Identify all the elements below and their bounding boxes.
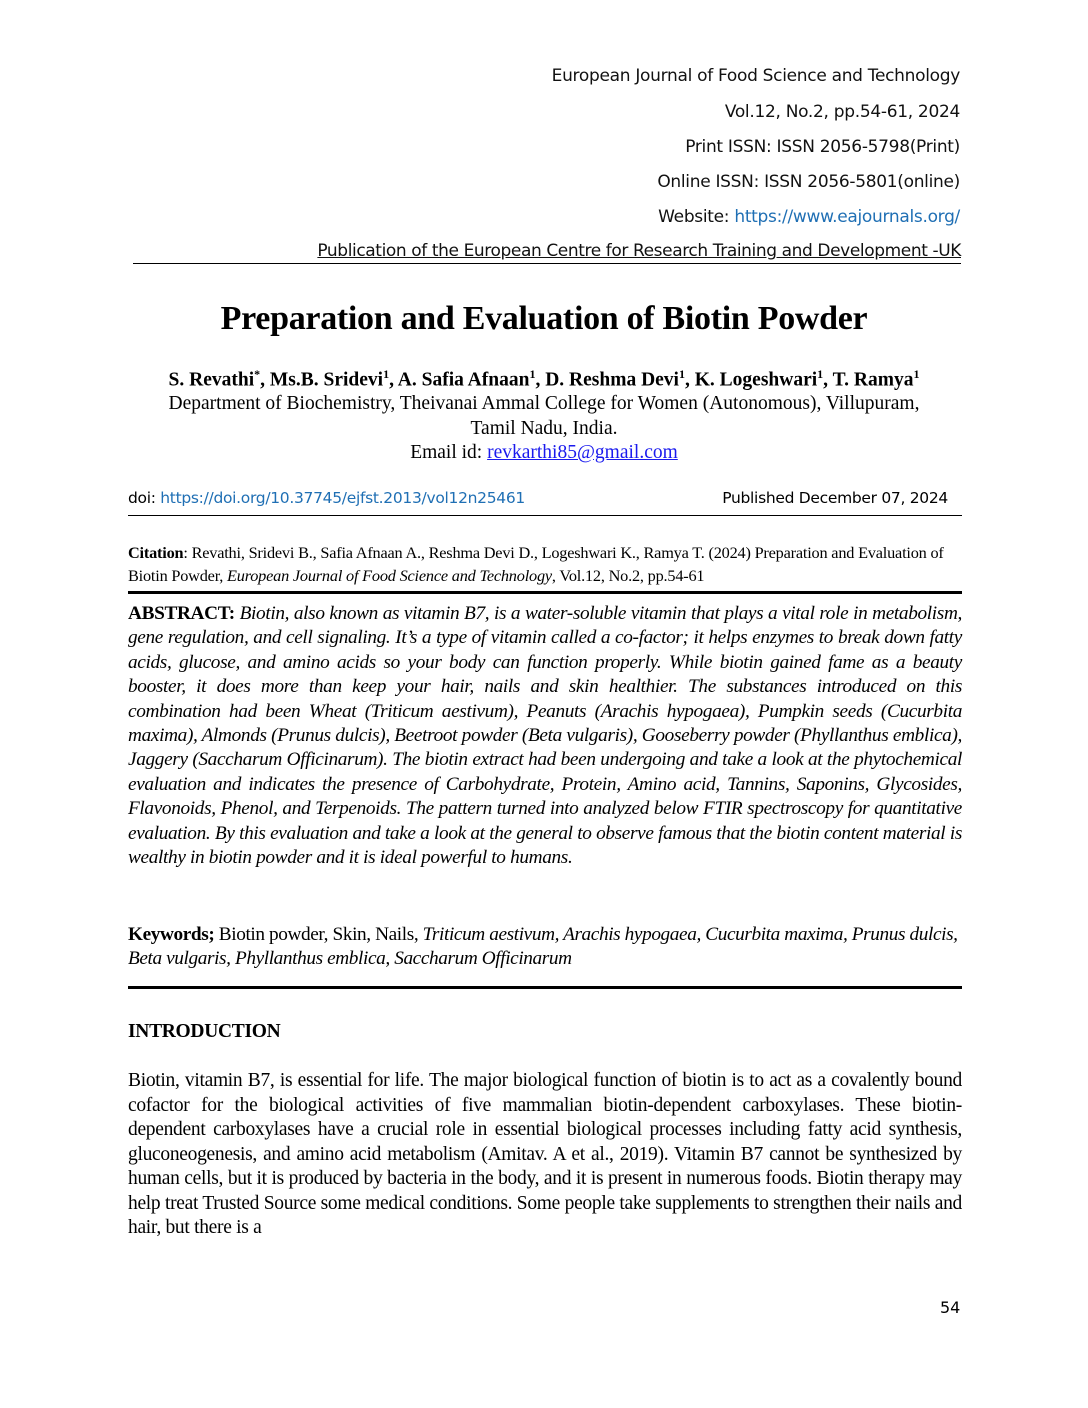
keywords-label: Keywords; [128,924,215,945]
published-date: Published December 07, 2024 [722,489,948,507]
doi-row [128,489,962,516]
author: T. Ramya [832,369,914,391]
affiliation-line-2: Tamil Nadu, India. [470,418,618,439]
email-label: Email id: [410,442,488,463]
author-mark: 1 [913,367,920,381]
author: Ms.B. Sridevi [269,369,384,391]
author: D. Reshma Devi [545,369,679,391]
keywords [128,923,962,972]
author-mark: 1 [817,367,824,381]
page-number: 54 [940,1298,961,1317]
abstract-bottom-rule [128,986,962,989]
citation-journal: European Journal of Food Science and Technology [227,566,552,585]
abstract [128,602,962,870]
doi-link[interactable]: https://doi.org/10.37745/ejfst.2013/vol12n25461 [160,489,525,507]
author-mark: 1 [383,367,390,381]
website-label: Website: [658,207,735,227]
section-heading-introduction: INTRODUCTION [128,1021,281,1042]
journal-name: European Journal of Food Science and Technology [551,66,960,86]
print-issn: Print ISSN: ISSN 2056-5798(Print) [685,137,960,157]
author-mark: 1 [678,367,685,381]
author-mark: 1 [529,367,536,381]
doi-label: doi: [128,489,161,507]
citation-text: : Revathi, Sridevi B., Safia Afnaan A., Reshma Devi D., Logeshwari K., Ramya T. (2024) Preparation and Evaluation of Biotin Powder, [128,543,944,585]
email-line [0,442,1088,464]
author-list: S. Revathi*, Ms.B. Sridevi$^1$, A. Safia Afnaan$^1$, D. Reshma Devi$^1$, K. Logeshwari$^1$, T. Ramya$^1$ [168,367,920,391]
website-link[interactable]: https://www.eajournals.org/ [734,207,960,227]
keywords-species: Triticum aestivum, Arachis hypogaea, Cucurbita maxima, Prunus dulcis, Beta vulgaris, Phyllanthus emblica, Saccharum Officinarum [128,924,958,970]
online-issn: Online ISSN: ISSN 2056-5801(online) [657,172,960,192]
author: A. Safia Afnaan [397,369,530,391]
citation [128,541,962,587]
author: S. Revathi [168,369,255,391]
author: K. Logeshwari [694,369,818,391]
paper-title: Preparation and Evaluation of Biotin Powder [220,300,868,337]
introduction-text: Biotin, vitamin B7, is essential for life. The major biological function of biotin is to act as a covalently bound cofactor for the biological activities of five mammalian biotin-dependent carboxylases. These biotin-dependent carboxylases have a crucial role in essential biological processes including fatty acid synthesis, gluconeogenesis, and amino acid metabolism (Amitav. A et al., 2019). Vitamin B7 cannot be synthesized by human cells, but it is produced by bacteria in the body, and it is present in numerous foods. Biotin therapy may help treat Trusted Source some medical conditions. Some people take supplements to strengthen their nails and hair, but there is a [128,1070,962,1238]
affiliation-line-1: Department of Biochemistry, Theivanai Ammal College for Women (Autonomous), Villupuram, [168,393,920,414]
citation-volume: , Vol.12, No.2, pp.54-61 [551,566,705,585]
citation-label: Citation [128,543,184,562]
author-mark: * [254,367,261,381]
website-line [658,207,960,227]
publisher-line: Publication of the European Centre for Research Training and Development -UK [317,241,961,261]
abstract-top-rule [128,591,962,594]
publisher-rule [133,241,961,264]
abstract-label: ABSTRACT: [128,603,235,624]
abstract-text: Biotin, also known as vitamin B7, is a water-soluble vitamin that plays a vital role in metabolism, gene regulation, and cell signaling. It’s a type of vitamin called a co-factor; it helps enzymes to break down fatty acids, glucose, and amino acids so your body can function properly. While biotin gained fame as a beauty booster, it does more than keep your hair, nails and skin healthier. The substances introduced on this combination had been Wheat (Triticum aestivum), Peanuts (Arachis hypogaea), Pumpkin seeds (Cucurbita maxima), Almonds (Prunus dulcis), Beetroot powder (Beta vulgaris), Gooseberry powder (Phyllanthus emblica), Jaggery (Saccharum Officinarum). The biotin extract had been undergoing and take a look at the phytochemical evaluation and indicates the presence of Carbohydrate, Protein, Amino acid, Tannins, Saponins, Glycosides, Flavonoids, Phenol, and Terpenoids. The pattern turned into analyzed below FTIR spectroscopy for quantitative evaluation. By this evaluation and take a look at the general to observe famous that the biotin content material is wealthy in biotin powder and it is ideal powerful to humans. [128,603,962,869]
doi [128,489,525,507]
email-link[interactable]: revkarthi85@gmail.com [487,442,678,463]
journal-volume: Vol.12, No.2, pp.54-61, 2024 [724,102,960,122]
keywords-plain: Biotin powder, Skin, Nails, [214,924,423,945]
